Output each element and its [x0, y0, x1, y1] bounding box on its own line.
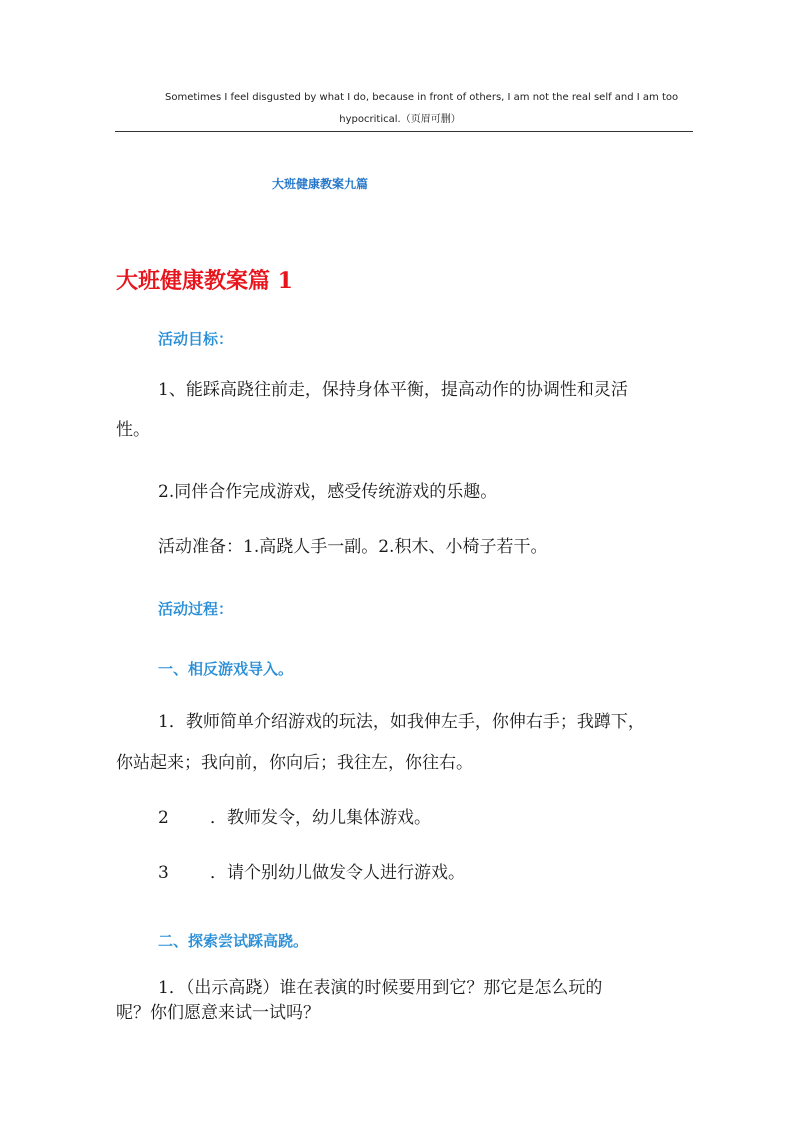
- document-title: 大班健康教案九篇: [272, 177, 369, 191]
- section-title: 大班健康教案篇 1: [116, 268, 293, 294]
- step-1-line-1: 1．教师简单介绍游戏的玩法，如我伸左手，你伸右手；我蹲下，: [158, 712, 645, 732]
- heading-part-1: 一、相反游戏导入。: [158, 660, 294, 678]
- step-2-text: ．教师发令，幼儿集体游戏。: [210, 808, 431, 828]
- heading-activity-goals: 活动目标：: [158, 330, 234, 348]
- question-1-line-2: 呢？你们愿意来试一试吗？: [116, 1003, 320, 1023]
- heading-part-2: 二、探索尝试踩高跷。: [158, 932, 309, 950]
- goal-2: 2.同伴合作完成游戏，感受传统游戏的乐趣。: [158, 482, 498, 502]
- page-header-line-1: Sometimes I feel disgusted by what I do, because in front of others, I am not the real self and I am too: [165, 92, 679, 103]
- step-3-text: ．请个别幼儿做发令人进行游戏。: [210, 863, 465, 883]
- goal-1-line-2: 性。: [116, 420, 150, 440]
- heading-activity-process: 活动过程：: [158, 600, 234, 618]
- step-1-line-2: 你站起来；我向前，你向后；我往左，你往右。: [116, 753, 473, 773]
- header-divider: [115, 131, 693, 132]
- step-3-number: 3: [158, 863, 169, 883]
- goal-1-line-1: 1、能踩高跷往前走，保持身体平衡，提高动作的协调性和灵活: [158, 380, 628, 400]
- activity-preparation: 活动准备：1.高跷人手一副。2.积木、小椅子若干。: [158, 537, 548, 557]
- page-header-line-2: hypocritical.（页眉可删）: [339, 114, 461, 125]
- step-2: [158, 798, 431, 838]
- step-2-number: 2: [158, 808, 169, 828]
- step-3: [158, 853, 465, 893]
- question-1-line-1: 1．（出示高跷）谁在表演的时候要用到它？那它是怎么玩的: [158, 978, 603, 998]
